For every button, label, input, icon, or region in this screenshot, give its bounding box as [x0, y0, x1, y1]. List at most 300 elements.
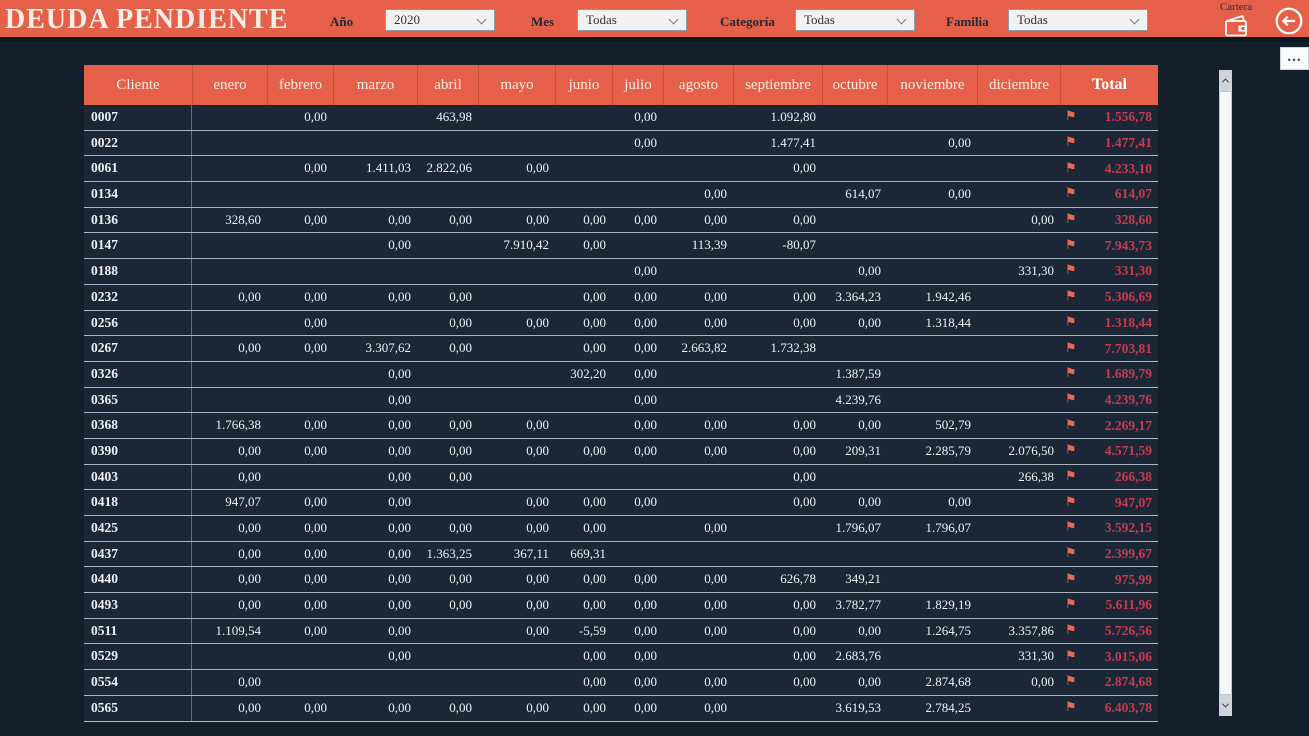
month-value-cell — [822, 105, 887, 130]
month-value-cell: 0,00 — [583, 442, 606, 458]
month-value-cell: 0,00 — [526, 494, 549, 510]
wallet-icon — [1221, 27, 1251, 44]
total-cell — [1060, 336, 1158, 361]
month-value-cell: 2.076,50 — [1008, 442, 1054, 458]
month-value-cell: 0,00 — [304, 597, 327, 613]
month-value-cell: 0,00 — [238, 699, 261, 715]
month-value-cell: 0,00 — [634, 109, 657, 124]
month-value-cell: 0,00 — [704, 597, 727, 613]
month-value-cell: 0,00 — [449, 417, 472, 433]
table-row — [84, 567, 1158, 593]
month-value-cell: 0,00 — [304, 211, 327, 227]
total-value: 4.239,76 — [1104, 391, 1152, 407]
total-cell — [1060, 696, 1158, 721]
month-value-cell: 1.942,46 — [925, 288, 971, 304]
month-value-cell: 0,00 — [793, 648, 816, 664]
month-value-cell — [478, 131, 555, 156]
month-value-cell: 2.822,06 — [426, 160, 472, 176]
month-value-cell — [417, 182, 478, 207]
month-value-cell: 0,00 — [304, 699, 327, 715]
month-value-cell: 0,00 — [304, 417, 327, 433]
month-value-cell: 266,38 — [1018, 468, 1054, 484]
month-value-cell: 2.683,76 — [835, 648, 881, 664]
month-value-cell: 1.387,59 — [835, 365, 881, 381]
chevron-down-icon — [1130, 15, 1140, 25]
month-value-cell — [887, 105, 977, 130]
month-value-cell — [663, 542, 733, 567]
total-cell — [1060, 567, 1158, 592]
month-value-cell: 3.619,53 — [835, 699, 881, 715]
total-cell — [1060, 619, 1158, 644]
month-value-cell — [417, 131, 478, 156]
month-value-cell: 331,30 — [1018, 263, 1054, 279]
client-id-cell: 0565 — [84, 696, 192, 721]
month-value-cell — [887, 644, 977, 669]
family-filter-label: Familia — [946, 14, 989, 29]
client-id-cell: 0554 — [84, 670, 192, 695]
client-id-cell: 0134 — [84, 182, 192, 207]
month-value-cell: 0,00 — [704, 288, 727, 304]
month-value-cell — [333, 311, 417, 336]
month-value-cell — [478, 362, 555, 387]
month-value-cell — [555, 465, 612, 490]
client-id-cell: 0425 — [84, 516, 192, 541]
column-header-noviembre: noviembre — [887, 65, 977, 105]
month-value-cell — [887, 259, 977, 284]
month-value-cell — [417, 644, 478, 669]
month-value-cell: 0,00 — [304, 622, 327, 638]
month-value-cell — [267, 670, 333, 695]
month-value-cell — [733, 388, 822, 413]
total-value: 6.403,78 — [1104, 700, 1152, 716]
debt-flag-icon[interactable]: ⚑ — [1065, 263, 1077, 279]
month-value-cell — [333, 131, 417, 156]
month-value-cell — [977, 182, 1060, 207]
month-value-cell — [977, 593, 1060, 618]
total-value: 1.556,78 — [1104, 109, 1152, 125]
table-row — [84, 516, 1158, 542]
client-id-cell: 0267 — [84, 336, 192, 361]
month-value-cell: 0,00 — [704, 186, 727, 202]
vertical-scrollbar[interactable] — [1219, 70, 1232, 716]
month-value-cell — [977, 413, 1060, 438]
month-value-cell: 349,21 — [845, 571, 881, 587]
month-value-cell: 0,00 — [634, 288, 657, 304]
debt-flag-icon[interactable]: ⚑ — [1065, 366, 1077, 382]
month-value-cell: 0,00 — [526, 597, 549, 613]
back-arrow-icon — [1274, 23, 1304, 40]
month-value-cell — [267, 465, 333, 490]
month-value-cell: 0,00 — [526, 622, 549, 638]
month-value-cell: 0,00 — [634, 699, 657, 715]
month-value-cell: 1.796,07 — [835, 520, 881, 535]
back-circle-button[interactable] — [1274, 6, 1304, 36]
debt-flag-icon[interactable]: ⚑ — [1065, 109, 1077, 125]
total-value: 2.269,17 — [1104, 417, 1152, 433]
client-id-cell: 0529 — [84, 644, 192, 669]
debt-flag-icon[interactable]: ⚑ — [1065, 546, 1077, 562]
month-value-cell: 626,78 — [780, 571, 816, 587]
month-value-cell — [478, 336, 555, 361]
month-value-cell: 1.411,03 — [365, 160, 411, 176]
chevron-down-icon — [1222, 701, 1229, 708]
total-value: 975,99 — [1114, 571, 1152, 587]
month-value-cell — [192, 388, 267, 413]
page-title: DEUDA PENDIENTE — [5, 4, 289, 35]
debt-flag-icon[interactable]: ⚑ — [1065, 160, 1077, 176]
client-id-cell: 0418 — [84, 490, 192, 515]
month-select-value: Todas — [586, 12, 617, 27]
total-value: 2.399,67 — [1104, 546, 1152, 562]
debt-flag-icon[interactable]: ⚑ — [1065, 648, 1077, 664]
debt-flag-icon[interactable]: ⚑ — [1065, 237, 1077, 253]
month-value-cell — [977, 567, 1060, 592]
debt-flag-icon[interactable]: ⚑ — [1065, 417, 1077, 433]
total-value: 331,30 — [1114, 263, 1152, 279]
month-value-cell — [267, 259, 333, 284]
month-value-cell — [478, 465, 555, 490]
client-id-cell: 0147 — [84, 233, 192, 258]
total-cell — [1060, 259, 1158, 284]
debt-flag-icon[interactable]: ⚑ — [1065, 289, 1077, 305]
table-row — [84, 388, 1158, 414]
month-value-cell — [333, 105, 417, 130]
total-value: 3.015,06 — [1104, 648, 1152, 664]
debt-flag-icon[interactable]: ⚑ — [1065, 212, 1077, 228]
month-value-cell: 0,00 — [238, 597, 261, 613]
month-value-cell — [733, 516, 822, 541]
year-select-value: 2020 — [394, 12, 420, 27]
month-value-cell: 0,00 — [526, 211, 549, 227]
month-value-cell: 0,00 — [583, 520, 606, 535]
client-id-cell: 0061 — [84, 156, 192, 181]
scroll-down-button[interactable] — [1219, 695, 1232, 716]
month-value-cell: 1.109,54 — [215, 622, 261, 638]
chevron-down-icon — [477, 15, 487, 25]
cartera-button[interactable] — [1205, 0, 1267, 42]
month-value-cell — [417, 619, 478, 644]
month-value-cell: 1.477,41 — [770, 134, 816, 150]
month-value-cell: 0,00 — [388, 494, 411, 510]
total-cell — [1060, 233, 1158, 258]
month-value-cell: 2.663,82 — [681, 340, 727, 356]
total-cell — [1060, 516, 1158, 541]
family-select[interactable] — [1008, 9, 1148, 31]
month-value-cell: 0,00 — [634, 134, 657, 150]
debt-flag-icon[interactable]: ⚑ — [1065, 674, 1077, 690]
month-value-cell — [478, 182, 555, 207]
month-value-cell: 0,00 — [304, 109, 327, 124]
more-options-button[interactable]: ... — [1280, 47, 1309, 70]
column-header-abril: abril — [417, 65, 478, 105]
month-value-cell: 3.364,23 — [835, 288, 881, 304]
table-row — [84, 362, 1158, 388]
month-value-cell: 0,00 — [388, 417, 411, 433]
month-value-cell: 0,00 — [388, 699, 411, 715]
month-value-cell: 0,00 — [634, 365, 657, 381]
month-value-cell — [192, 362, 267, 387]
total-value: 5.726,56 — [1104, 623, 1152, 639]
month-value-cell: 0,00 — [388, 597, 411, 613]
month-value-cell: 0,00 — [304, 340, 327, 356]
month-value-cell — [478, 259, 555, 284]
month-value-cell — [663, 259, 733, 284]
month-value-cell: 3.357,86 — [1008, 622, 1054, 638]
table-row — [84, 311, 1158, 337]
month-value-cell: 1.732,38 — [770, 340, 816, 356]
month-value-cell: 0,00 — [449, 340, 472, 356]
month-value-cell — [887, 542, 977, 567]
month-value-cell: 0,00 — [948, 134, 971, 150]
month-value-cell: 0,00 — [634, 417, 657, 433]
month-value-cell: 0,00 — [793, 417, 816, 433]
month-value-cell: 0,00 — [238, 571, 261, 587]
month-value-cell — [663, 362, 733, 387]
month-value-cell: 1.829,19 — [925, 597, 971, 613]
table-header-row — [84, 65, 1158, 105]
month-value-cell: 0,00 — [858, 263, 881, 279]
month-value-cell: 0,00 — [793, 468, 816, 484]
month-value-cell: 209,31 — [845, 442, 881, 458]
month-value-cell: 0,00 — [793, 494, 816, 510]
category-filter-label: Categoría — [720, 14, 775, 29]
month-value-cell: 0,00 — [583, 674, 606, 690]
month-value-cell: 0,00 — [304, 494, 327, 510]
table-row — [84, 336, 1158, 362]
month-value-cell: 0,00 — [304, 520, 327, 535]
month-value-cell: 0,00 — [704, 314, 727, 330]
scroll-up-button[interactable] — [1219, 70, 1232, 91]
client-id-cell: 0232 — [84, 285, 192, 310]
month-value-cell: 0,00 — [449, 520, 472, 535]
month-value-cell — [977, 490, 1060, 515]
client-id-cell: 0437 — [84, 542, 192, 567]
month-value-cell — [887, 336, 977, 361]
month-value-cell: 1.766,38 — [215, 417, 261, 433]
month-value-cell: 0,00 — [449, 314, 472, 330]
table-row — [84, 670, 1158, 696]
month-value-cell: 0,00 — [704, 442, 727, 458]
total-value: 4.571,59 — [1104, 443, 1152, 459]
month-value-cell: 0,00 — [704, 571, 727, 587]
month-value-cell: 0,00 — [948, 494, 971, 510]
month-value-cell: 0,00 — [634, 314, 657, 330]
client-id-cell: 0403 — [84, 465, 192, 490]
debt-flag-icon[interactable]: ⚑ — [1065, 391, 1077, 407]
month-value-cell — [733, 259, 822, 284]
month-value-cell: 0,00 — [388, 365, 411, 381]
month-value-cell — [887, 388, 977, 413]
month-value-cell: 0,00 — [583, 237, 606, 253]
month-value-cell: 0,00 — [583, 340, 606, 356]
total-cell — [1060, 670, 1158, 695]
month-value-cell — [663, 156, 733, 181]
month-value-cell: 0,00 — [526, 442, 549, 458]
column-header-cliente: Cliente — [116, 77, 160, 93]
debt-flag-icon[interactable]: ⚑ — [1065, 623, 1077, 639]
table-row — [84, 259, 1158, 285]
month-value-cell: 3.782,77 — [835, 597, 881, 613]
debt-flag-icon[interactable]: ⚑ — [1065, 443, 1077, 459]
month-value-cell: 0,00 — [793, 622, 816, 638]
table-row — [84, 465, 1158, 491]
month-value-cell: 0,00 — [704, 622, 727, 638]
month-value-cell: 0,00 — [388, 622, 411, 638]
total-cell — [1060, 311, 1158, 336]
month-value-cell — [822, 208, 887, 233]
total-cell — [1060, 388, 1158, 413]
month-select[interactable] — [577, 9, 687, 31]
client-id-cell: 0136 — [84, 208, 192, 233]
year-select[interactable] — [385, 9, 495, 31]
month-value-cell: 0,00 — [449, 699, 472, 715]
total-value: 1.318,44 — [1104, 314, 1152, 330]
debt-table — [84, 65, 1158, 722]
month-value-cell: 0,00 — [238, 442, 261, 458]
total-value: 328,60 — [1114, 212, 1152, 228]
debt-flag-icon[interactable]: ⚑ — [1065, 520, 1077, 536]
month-value-cell: 0,00 — [388, 545, 411, 561]
table-row — [84, 285, 1158, 311]
month-value-cell — [887, 156, 977, 181]
month-value-cell: 0,00 — [634, 674, 657, 690]
client-id-cell: 0022 — [84, 131, 192, 156]
month-value-cell: 0,00 — [388, 288, 411, 304]
month-value-cell — [977, 362, 1060, 387]
month-value-cell: 0,00 — [583, 571, 606, 587]
table-row — [84, 593, 1158, 619]
month-value-cell: 1.264,75 — [925, 622, 971, 638]
month-value-cell: 0,00 — [704, 674, 727, 690]
top-header-bar — [0, 0, 1309, 42]
month-value-cell — [267, 388, 333, 413]
debt-flag-icon[interactable]: ⚑ — [1065, 494, 1077, 510]
client-id-cell: 0326 — [84, 362, 192, 387]
month-value-cell: 0,00 — [583, 699, 606, 715]
month-value-cell: 0,00 — [634, 263, 657, 279]
month-value-cell — [333, 670, 417, 695]
month-value-cell — [417, 233, 478, 258]
debt-flag-icon[interactable]: ⚑ — [1065, 700, 1077, 716]
month-value-cell — [663, 131, 733, 156]
column-header-mayo: mayo — [478, 65, 555, 105]
month-value-cell: 0,00 — [634, 597, 657, 613]
total-cell — [1060, 439, 1158, 464]
month-value-cell: 0,00 — [634, 494, 657, 510]
month-value-cell — [417, 670, 478, 695]
table-row — [84, 105, 1158, 131]
month-value-cell: 0,00 — [583, 494, 606, 510]
month-value-cell — [887, 233, 977, 258]
month-value-cell — [887, 567, 977, 592]
month-value-cell: 331,30 — [1018, 648, 1054, 664]
total-cell — [1060, 105, 1158, 130]
client-id-cell: 0368 — [84, 413, 192, 438]
month-value-cell — [192, 182, 267, 207]
month-value-cell: 0,00 — [583, 314, 606, 330]
month-value-cell — [977, 388, 1060, 413]
table-row — [84, 233, 1158, 259]
total-value: 7.943,73 — [1104, 237, 1152, 253]
total-cell — [1060, 285, 1158, 310]
total-value: 266,38 — [1114, 468, 1152, 484]
month-value-cell — [822, 131, 887, 156]
column-header-agosto: agosto — [663, 65, 733, 105]
year-filter-label: Año — [330, 14, 354, 29]
debt-flag-icon[interactable]: ⚑ — [1065, 186, 1077, 202]
month-value-cell — [192, 131, 267, 156]
month-value-cell: 2.285,79 — [925, 442, 971, 458]
month-value-cell — [612, 156, 663, 181]
month-value-cell — [192, 259, 267, 284]
month-value-cell — [663, 388, 733, 413]
month-value-cell — [977, 696, 1060, 721]
month-value-cell — [555, 131, 612, 156]
client-id-cell: 0493 — [84, 593, 192, 618]
month-value-cell: 0,00 — [704, 699, 727, 715]
month-value-cell: 1.318,44 — [925, 314, 971, 330]
month-value-cell — [417, 259, 478, 284]
category-select-value: Todas — [804, 12, 835, 27]
month-value-cell — [663, 490, 733, 515]
debt-flag-icon[interactable]: ⚑ — [1065, 571, 1077, 587]
month-value-cell — [192, 233, 267, 258]
debt-flag-icon[interactable]: ⚑ — [1065, 597, 1077, 613]
month-value-cell — [612, 465, 663, 490]
month-value-cell: 2.874,68 — [925, 674, 971, 690]
total-cell — [1060, 131, 1158, 156]
column-header-total: Total — [1060, 65, 1158, 105]
column-header-marzo: marzo — [333, 65, 417, 105]
month-value-cell: 0,00 — [704, 211, 727, 227]
table-body — [84, 105, 1158, 722]
month-value-cell: 0,00 — [388, 391, 411, 407]
month-value-cell: 0,00 — [634, 211, 657, 227]
debt-flag-icon[interactable]: ⚑ — [1065, 340, 1077, 356]
month-value-cell: 0,00 — [238, 288, 261, 304]
month-value-cell — [733, 542, 822, 567]
month-value-cell: 4.239,76 — [835, 391, 881, 407]
month-value-cell: 0,00 — [304, 288, 327, 304]
scrollbar-thumb[interactable] — [1219, 91, 1232, 695]
total-cell — [1060, 465, 1158, 490]
month-filter-label: Mes — [531, 14, 555, 29]
month-value-cell — [612, 516, 663, 541]
debt-flag-icon[interactable]: ⚑ — [1065, 468, 1077, 484]
total-value: 1.477,41 — [1104, 135, 1152, 151]
total-cell — [1060, 156, 1158, 181]
column-header-octubre: octubre — [822, 65, 887, 105]
table-row — [84, 542, 1158, 568]
month-value-cell: 0,00 — [449, 288, 472, 304]
client-id-cell: 0256 — [84, 311, 192, 336]
chevron-up-icon — [1222, 78, 1229, 85]
month-value-cell: 0,00 — [858, 494, 881, 510]
month-value-cell: 0,00 — [793, 597, 816, 613]
month-value-cell: 0,00 — [388, 237, 411, 253]
debt-flag-icon[interactable]: ⚑ — [1065, 314, 1077, 330]
table-row — [84, 413, 1158, 439]
month-value-cell — [977, 311, 1060, 336]
month-value-cell: 0,00 — [238, 545, 261, 561]
month-value-cell: 0,00 — [704, 520, 727, 535]
debt-flag-icon[interactable]: ⚑ — [1065, 135, 1077, 151]
category-select[interactable] — [795, 9, 915, 31]
month-value-cell: 0,00 — [449, 211, 472, 227]
month-value-cell: 0,00 — [793, 160, 816, 176]
month-value-cell — [977, 336, 1060, 361]
month-value-cell: 7.910,42 — [503, 237, 549, 253]
